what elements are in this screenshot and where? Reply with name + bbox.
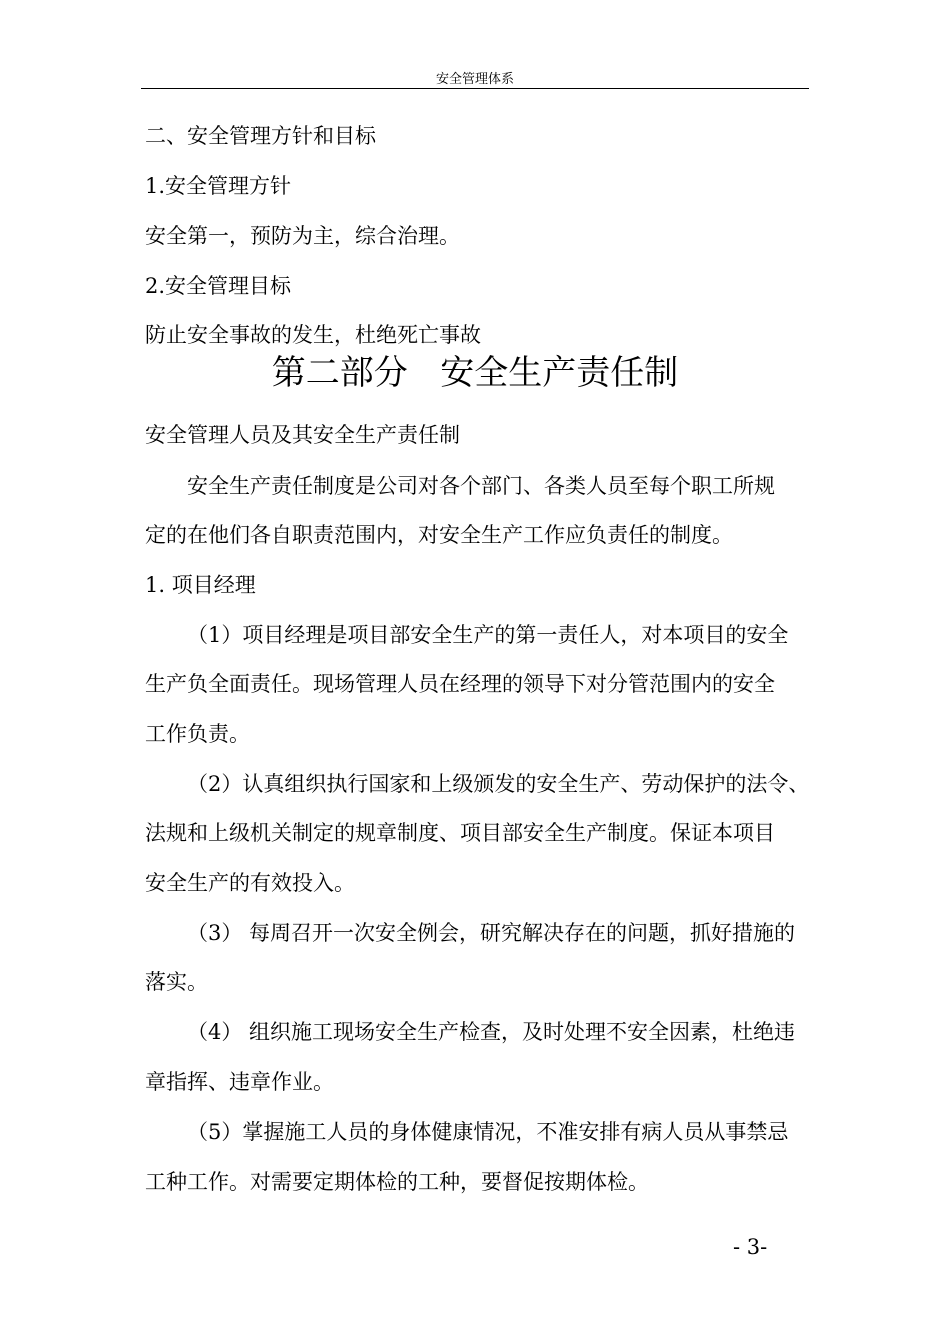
- goals-text: 防止安全事故的发生，杜绝死亡事故: [145, 323, 481, 347]
- section-title: 安全管理人员及其安全生产责任制: [145, 423, 460, 447]
- running-header: 安全管理体系: [435, 72, 514, 87]
- paragraph-line: 定的在他们各自职责范围内，对安全生产工作应负责任的制度。: [145, 523, 733, 547]
- part-title: 第二部分 安全生产责任制: [271, 353, 679, 393]
- paragraph-line: 落实。: [145, 970, 208, 994]
- header-rule: [141, 88, 809, 89]
- heading-project-manager: 1. 项目经理: [145, 573, 256, 597]
- paragraph-line: 工作负责。: [145, 722, 250, 746]
- policy-text: 安全第一，预防为主，综合治理。: [145, 224, 460, 248]
- paragraph-line: 工种工作。对需要定期体检的工种，要督促按期体检。: [145, 1170, 649, 1194]
- paragraph-line: 安全生产责任制度是公司对各个部门、各类人员至每个职工所规: [187, 474, 775, 498]
- paragraph-line: （1）项目经理是项目部安全生产的第一责任人，对本项目的安全: [187, 623, 789, 647]
- paragraph-line: （2）认真组织执行国家和上级颁发的安全生产、劳动保护的法令、: [187, 772, 810, 796]
- paragraph-line: （5）掌握施工人员的身体健康情况，不准安排有病人员从事禁忌: [187, 1120, 789, 1144]
- heading-goals: 2.安全管理目标: [145, 274, 292, 298]
- paragraph-line: 章指挥、违章作业。: [145, 1070, 334, 1094]
- paragraph-line: （4） 组织施工现场安全生产检查，及时处理不安全因素，杜绝违: [187, 1020, 796, 1044]
- paragraph-line: 安全生产的有效投入。: [145, 871, 355, 895]
- paragraph-line: （3） 每周召开一次安全例会，研究解决存在的问题，抓好措施的: [187, 921, 796, 945]
- paragraph-line: 生产负全面责任。现场管理人员在经理的领导下对分管范围内的安全: [145, 672, 775, 696]
- page-number: - 3-: [733, 1235, 768, 1259]
- heading-policy-and-goals: 二、安全管理方针和目标: [145, 124, 376, 148]
- paragraph-line: 法规和上级机关制定的规章制度、项目部安全生产制度。保证本项目: [145, 821, 775, 845]
- heading-policy: 1.安全管理方针: [145, 174, 292, 198]
